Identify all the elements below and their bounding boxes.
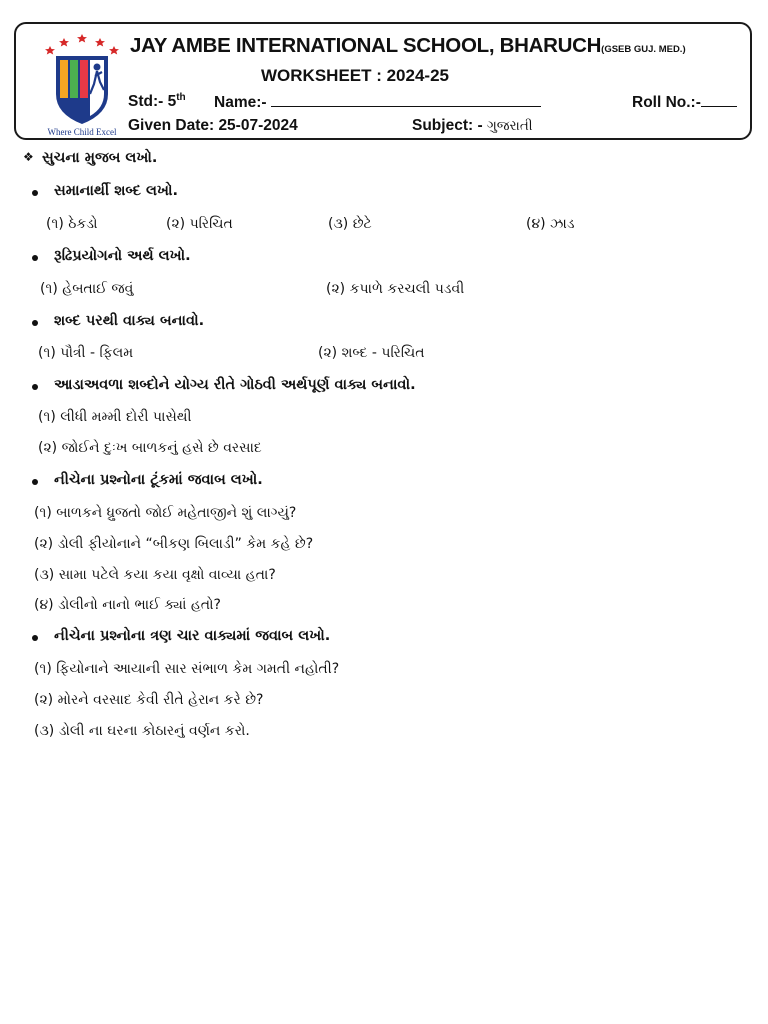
list-item: (૧) પૌત્રી - ફિલમ [38, 345, 134, 361]
school-board: (GSEB GUJ. MED.) [601, 44, 686, 55]
list-item: (૨) પરિચિત [166, 216, 233, 232]
instruction [23, 150, 158, 166]
section-title: રૂઢિપ્રયોગનો અર્થ લખો. [54, 248, 191, 264]
name-label: Name:- [214, 94, 267, 111]
diamond-bullet-icon: ❖ [23, 150, 34, 164]
list-item: (૧) લીધી મમ્મી દોરી પાસેથી [38, 409, 192, 425]
school-logo [42, 34, 122, 140]
bullet-icon [32, 190, 38, 196]
name-blank[interactable] [271, 92, 541, 107]
school-name [130, 34, 686, 58]
school-name-text: JAY AMBE INTERNATIONAL SCHOOL, BHARUCH [130, 34, 602, 57]
section-title: સમાનાર્થી શબ્દ લખો. [54, 183, 179, 199]
roll-field [632, 92, 737, 112]
worksheet-header [14, 22, 752, 140]
bullet-icon [32, 479, 38, 485]
subject-field [412, 117, 533, 135]
list-item: (૩) સામા પટેલે કયા કયા વૃક્ષો વાવ્યા હતા? [34, 567, 276, 583]
subject-value: ગુજરાતી [486, 118, 533, 134]
list-item: (૪) ડોલીનો નાનો ભાઈ ક્યાં હતો? [34, 597, 221, 613]
list-item: (૨) ડોલી ફીયોનાને “બીકણ બિલાડી” કેમ કહે છે? [34, 536, 314, 552]
std-label: Std:- 5 [128, 93, 177, 111]
list-item: (૩) ડોલી ના ઘરના કોઠારનું વર્ણન કરો. [34, 723, 250, 739]
given-date: Given Date: 25-07-2024 [128, 117, 298, 134]
section-long-answer-title [54, 628, 330, 644]
std-field [128, 92, 186, 111]
list-item: (૨) મોરને વરસાદ કેવી રીતે હેરાન કરે છે? [34, 692, 264, 708]
bullet-icon [32, 635, 38, 641]
list-item: (૨) જોઈને દુઃખ બાળકનું હસે છે વરસાદ [38, 440, 262, 456]
bullet-icon [32, 320, 38, 326]
list-item: (૩) છેટે [328, 216, 372, 232]
bullet-icon [32, 255, 38, 261]
section-synonyms-title [54, 183, 178, 199]
std-suffix: th [176, 92, 186, 103]
section-jumbled-title [54, 377, 416, 393]
section-title: નીચેના પ્રશ્નોના ટૂંકમાં જવાબ લખો. [54, 472, 263, 488]
section-title: નીચેના પ્રશ્નોના ત્રણ ચાર વાક્યમાં જવાબ લખો. [54, 628, 331, 644]
roll-blank[interactable] [701, 92, 737, 107]
instruction-text: સુચના મુજબ લખો. [42, 150, 158, 166]
section-title: શબ્દ પરથી વાક્ય બનાવો. [54, 313, 205, 329]
list-item: (૧) બાળકને ધ્રુજતો જોઈ મહેતાજીને શું લાગ્યું? [34, 505, 297, 521]
school-crest-icon [42, 34, 122, 126]
list-item: (૧) ઠેકડો [46, 216, 98, 232]
name-field [214, 92, 541, 112]
section-idioms-title [54, 248, 191, 264]
section-title: આડાઅવળા શબ્દોને યોગ્ય રીતે ગોઠવી અર્થપૂર્ણ વાક્ય બનાવો. [54, 377, 416, 393]
bullet-icon [32, 384, 38, 390]
list-item: (૧) હેબતાઈ જવું [40, 281, 134, 297]
logo-tagline: Where Child Excel [47, 127, 117, 137]
list-item: (૧) ફિયોનાને આયાની સાર સંભાળ કેમ ગમતી નહોતી? [34, 661, 340, 677]
list-item: (૨) શબ્દ - પરિચિત [318, 345, 425, 361]
worksheet-title: WORKSHEET : 2024-25 [261, 66, 449, 85]
roll-label: Roll No.:- [632, 94, 701, 111]
list-item: (૨) કપાળે કરચલી પડવી [326, 281, 465, 297]
section-short-answer-title [54, 472, 263, 488]
subject-label: Subject: - [412, 117, 483, 134]
list-item: (૪) ઝાડ [526, 216, 575, 232]
section-sentences-title [54, 313, 204, 329]
